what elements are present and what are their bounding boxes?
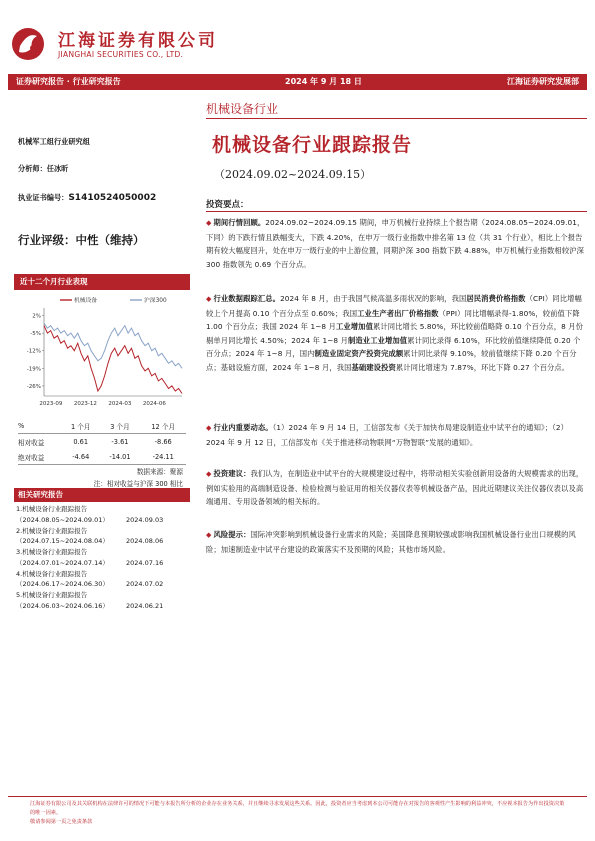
related-report[interactable]: 1.机械设备行业跟踪报告 （2024.08.05~2024.09.01） 2024.09.03 — [16, 505, 164, 524]
perf-header: 12 个月 — [151, 422, 176, 431]
section-heading: 行业内重要动态。 — [213, 423, 273, 432]
section-body: 我们认为，在制造业中试平台的大规模建设过程中，将带动相关实验创新用设备的大规模需求的出现，例如实验用的高端制造设备、检验检测与验证用的相关仪器仪表等机械设备产品，因此近期建议关注仪器仪表以及高端通用、专用设备领域的相关标的。 — [206, 469, 584, 507]
y-tick-label: -5% — [30, 331, 41, 338]
related-report[interactable]: 3.机械设备行业跟踪报告 （2024.07.01~2024.07.14） 2024.07.16 — [16, 548, 164, 567]
analyst-label: 分析师： — [18, 164, 47, 173]
analyst-name: 任冰昕 — [46, 164, 69, 173]
related-report-range: （2024.07.01~2024.07.14） — [16, 558, 109, 567]
related-report-title: 机械设备行业跟踪报告 — [22, 591, 88, 599]
diamond-bullet-icon: ◆ — [206, 219, 212, 227]
report-period: （2024.09.02~2024.09.15） — [214, 168, 372, 181]
logo-emblem-icon — [10, 26, 46, 62]
related-report-date: 2024.08.06 — [126, 537, 164, 545]
section-heading: 风险提示： — [213, 530, 251, 539]
cert-label: 执业证书编号： — [18, 193, 69, 202]
research-dept: 江海证券研究发展部 — [507, 77, 579, 86]
perf-header: 1 个月 — [71, 422, 91, 431]
perf-row-absolute — [18, 449, 186, 465]
section-market-review — [206, 216, 586, 271]
diamond-bullet-icon: ◆ — [206, 424, 212, 432]
industry-rating: 行业评级：中性（维持） — [18, 233, 145, 247]
perf-cell: -3.61 — [111, 437, 129, 446]
related-report[interactable]: 5.机械设备行业跟踪报告 （2024.06.03~2024.06.16） 2024.06.21 — [16, 591, 164, 610]
perf-header: % — [18, 421, 25, 430]
related-report-date: 2024.07.02 — [126, 580, 164, 588]
perf-cell: -24.11 — [152, 452, 174, 461]
perf-cell: -8.66 — [154, 437, 172, 446]
perf-header: 3 个月 — [110, 422, 130, 431]
perf-row-label: 绝对收益 — [18, 453, 45, 462]
related-report-range: （2024.07.15~2024.08.04） — [16, 537, 109, 545]
section-body: （1）2024 年 9 月 14 日，工信部发布《关于加快布局建设制造业中试平台的通知》；（2）2024 年 9 月 12 日，工信部发布《关于推进移动物联网“万物智联”发展的通知》。 — [206, 423, 568, 447]
performance-table — [18, 418, 186, 465]
company-logo — [10, 26, 46, 62]
header-bar — [8, 74, 587, 90]
section-data-tracking: ◆ 行业数据跟踪汇总。2024 年 8 月，由于我国气候高温多雨状况的影响，我国居民消费价格指数（CPI）同比增幅较上个月提高 0.10 个百分点至 0.60%；我国工业生产者出厂价格指数（PPI）同比增幅录得-1.80%，较前值下降 1.00 个百分点；我国 2024 年 1~8 月工业增加值累计同比增长 5.80%，环比较前值略降 0.10 个百分点，8 月份剔单月同比增长 4.50%；2024 年 1~8 月制造业工业增加值累计同比录得 6.10%，环比较前值继续降低 0.20 个百分点；2024 年 1~8 月，国内制造业固定资产投资完成额累计同比录得 9.10%，较前值继续下降 0.20 个百分点；基础设施方面，2024 年 1~8 月，我国基础建设投资累计同比增速为 7.87%，环比下降 0.27 个百分点。 — [206, 294, 584, 372]
section-body: 2024.09.02~2024.09.15 期间，申万机械行业持续上个报告期（2024.08.05~2024.09.01，下同）的下跌行情且跌幅变大，下跌 4.20%，在申万一级行业指数中排名第 13 位（共 31 个行业），相比上个报告期有较大幅度回升，处在申万一级行业的中上游位置，同期沪深 300 指数下跌 4.88%，申万机械行业指数相较沪深 300 指数领先 0.69 个百分点。 — [206, 218, 585, 269]
legend-label: 机械设备 — [74, 298, 98, 304]
cert-number — [18, 193, 156, 203]
related-report-range: （2024.06.17~2024.06.30） — [16, 580, 109, 588]
perf-cell: -14.01 — [109, 452, 131, 461]
diamond-bullet-icon: ◆ — [206, 470, 212, 478]
perf-row-relative — [18, 434, 186, 450]
key-points-title: 投资要点： — [206, 200, 249, 210]
y-tick-label: -26% — [26, 383, 41, 390]
section-body: 国际冲突影响到机械设备行业需求的风险；美国降息预期较强或影响我国机械设备行业出口规模的风险；加速制造业中试平台建设的政策落实不及预期的风险；其他市场风险。 — [206, 530, 576, 554]
related-reports-list — [16, 504, 192, 612]
related-report-range: （2024.06.03~2024.06.16） — [16, 601, 109, 610]
x-tick-label: 2023-12 — [73, 401, 97, 407]
footer-page-note: 敬请参阅第一页之免责条款 — [30, 819, 93, 825]
section-investment-advice — [206, 467, 586, 509]
related-report-title: 机械设备行业跟踪报告 — [22, 548, 88, 556]
x-tick-label: 2024-03 — [108, 401, 132, 407]
section-heading: 期间行情回顾。 — [213, 218, 266, 227]
related-report-title: 机械设备行业跟踪报告 — [22, 526, 88, 535]
related-report-range: （2024.08.05~2024.09.01） — [16, 515, 109, 524]
industry-label: 机械设备行业 — [206, 102, 279, 116]
related-report-date: 2024.06.21 — [126, 601, 164, 610]
perf-cell: 0.61 — [73, 437, 89, 446]
company-name-en: JIANGHAI SECURITIES CO., LTD. — [58, 50, 184, 59]
perf-cell: -4.64 — [72, 452, 90, 461]
x-tick-label: 2023-09 — [39, 401, 63, 407]
related-report[interactable]: 2.机械设备行业跟踪报告 （2024.07.15~2024.08.04） 2024.08.06 — [16, 526, 164, 545]
diamond-bullet-icon: ◆ — [206, 531, 212, 539]
related-report-title: 机械设备行业跟踪报告 — [22, 569, 88, 578]
report-type: 证券研究报告 · 行业研究报告 — [16, 77, 121, 86]
legend-label: 沪深300 — [144, 298, 167, 304]
section-industry-news — [206, 421, 586, 449]
x-tick-label: 2024-06 — [142, 401, 166, 407]
related-report-title: 机械设备行业跟踪报告 — [22, 505, 88, 513]
analyst — [18, 164, 68, 174]
company-name-cn: 江海证券有限公司 — [58, 31, 218, 51]
data-source: 数据来源：聚源 — [136, 468, 183, 476]
related-report-date: 2024.09.03 — [126, 515, 164, 524]
series-line-csi300 — [44, 323, 182, 368]
report-date: 2024 年 9 月 18 日 — [285, 77, 362, 86]
related-reports-title: 相关研究报告 — [14, 488, 190, 502]
y-tick-label: 2% — [32, 313, 41, 320]
performance-chart — [14, 292, 190, 412]
section-heading: 行业数据跟踪汇总。 — [213, 294, 281, 303]
section-risk-warning — [206, 528, 586, 556]
industry-underline — [206, 118, 587, 119]
research-group: 机械军工组行业研究组 — [18, 137, 90, 146]
perf-row-label: 相对收益 — [18, 438, 45, 447]
diamond-bullet-icon: ◆ — [206, 295, 212, 303]
cert-value: S1410524050002 — [68, 193, 157, 203]
perf-header-row — [18, 418, 186, 434]
series-line-machinery — [44, 326, 182, 394]
page-title: 机械设备行业跟踪报告 — [212, 134, 413, 156]
related-report-date: 2024.07.16 — [126, 558, 164, 567]
chart-title: 近十二个月行业表现 — [14, 274, 190, 290]
related-report[interactable]: 4.机械设备行业跟踪报告 （2024.06.17~2024.06.30） 2024.07.02 — [16, 569, 164, 588]
footer-disclaimer: 江海证券有限公司及其关联机构在法律许可的情况下可能与本报告所分析的企业存在业务关系，并且继续寻求发展这些关系。因此，投资者应当考虑到本公司可能存在对报告的客观性产生影响的利益冲突，不应视本报告为作出投资决策的唯一因素。 — [30, 801, 565, 816]
section-heading: 投资建议： — [213, 469, 251, 478]
y-tick-label: -19% — [26, 366, 41, 373]
key-points-underline — [206, 211, 587, 212]
chart-note: 注：相对收益与沪深 300 相比 — [93, 480, 183, 488]
footer-divider — [8, 796, 587, 797]
y-tick-label: -12% — [26, 348, 41, 355]
